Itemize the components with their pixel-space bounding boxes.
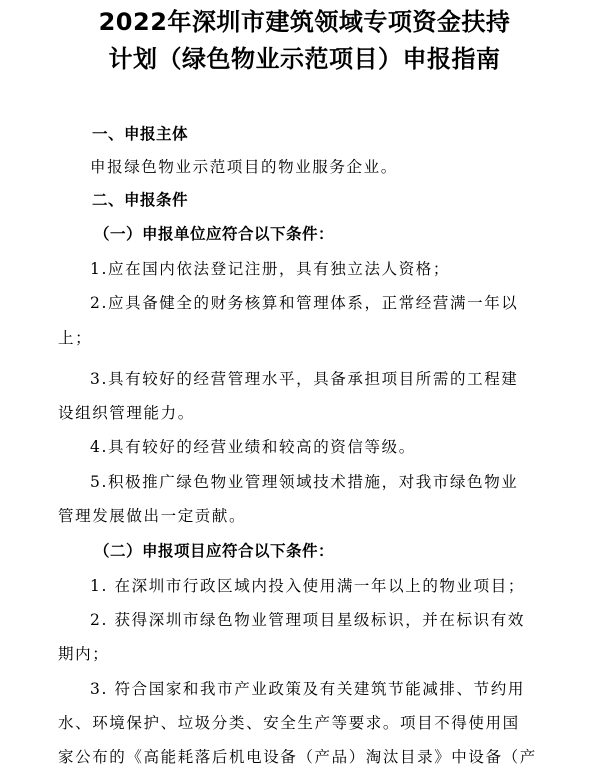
- list-item: 1. 在深圳市行政区域内投入使用满一年以上的物业项目；: [90, 577, 525, 595]
- list-item-continuation: 设组织管理能力。: [58, 404, 195, 422]
- section-heading-applicant: 一、申报主体: [92, 125, 189, 143]
- list-item: 3. 符合国家和我市产业政策及有关建筑节能减排、节约用: [90, 680, 525, 698]
- list-item-continuation: 上；: [58, 329, 93, 347]
- section-body-applicant: 申报绿色物业示范项目的物业服务企业。: [90, 158, 398, 176]
- list-item: 2. 获得深圳市绿色物业管理项目星级标识，并在标识有效: [90, 611, 525, 629]
- list-item-continuation: 家公布的《高能耗落后机电设备（产品）淘汰目录》中设备（产: [58, 748, 537, 766]
- list-item: 1.应在国内依法登记注册，具有独立法人资格；: [90, 260, 450, 278]
- list-item: 5.积极推广绿色物业管理领域技术措施，对我市绿色物业: [90, 473, 519, 491]
- list-item-continuation: 管理发展做出一定贡献。: [58, 507, 247, 525]
- list-item: 3.具有较好的经营管理水平，具备承担项目所需的工程建: [90, 370, 519, 388]
- title-line-1: 2022年深圳市建筑领域专项资金扶持: [98, 8, 511, 36]
- subsection-heading-project: （二）申报项目应符合以下条件：: [94, 542, 335, 560]
- title-line-2: 计划（绿色物业示范项目）申报指南: [108, 45, 501, 73]
- subsection-heading-unit: （一）申报单位应符合以下条件：: [94, 225, 335, 243]
- list-item-continuation: 期内；: [58, 645, 110, 663]
- section-heading-conditions: 二、申报条件: [92, 191, 189, 209]
- list-item: 2.应具备健全的财务核算和管理体系，正常经营满一年以: [90, 294, 519, 312]
- list-item-continuation: 水、环境保护、垃圾分类、安全生产等要求。项目不得使用国: [58, 714, 520, 732]
- list-item: 4.具有较好的经营业绩和较高的资信等级。: [90, 438, 416, 456]
